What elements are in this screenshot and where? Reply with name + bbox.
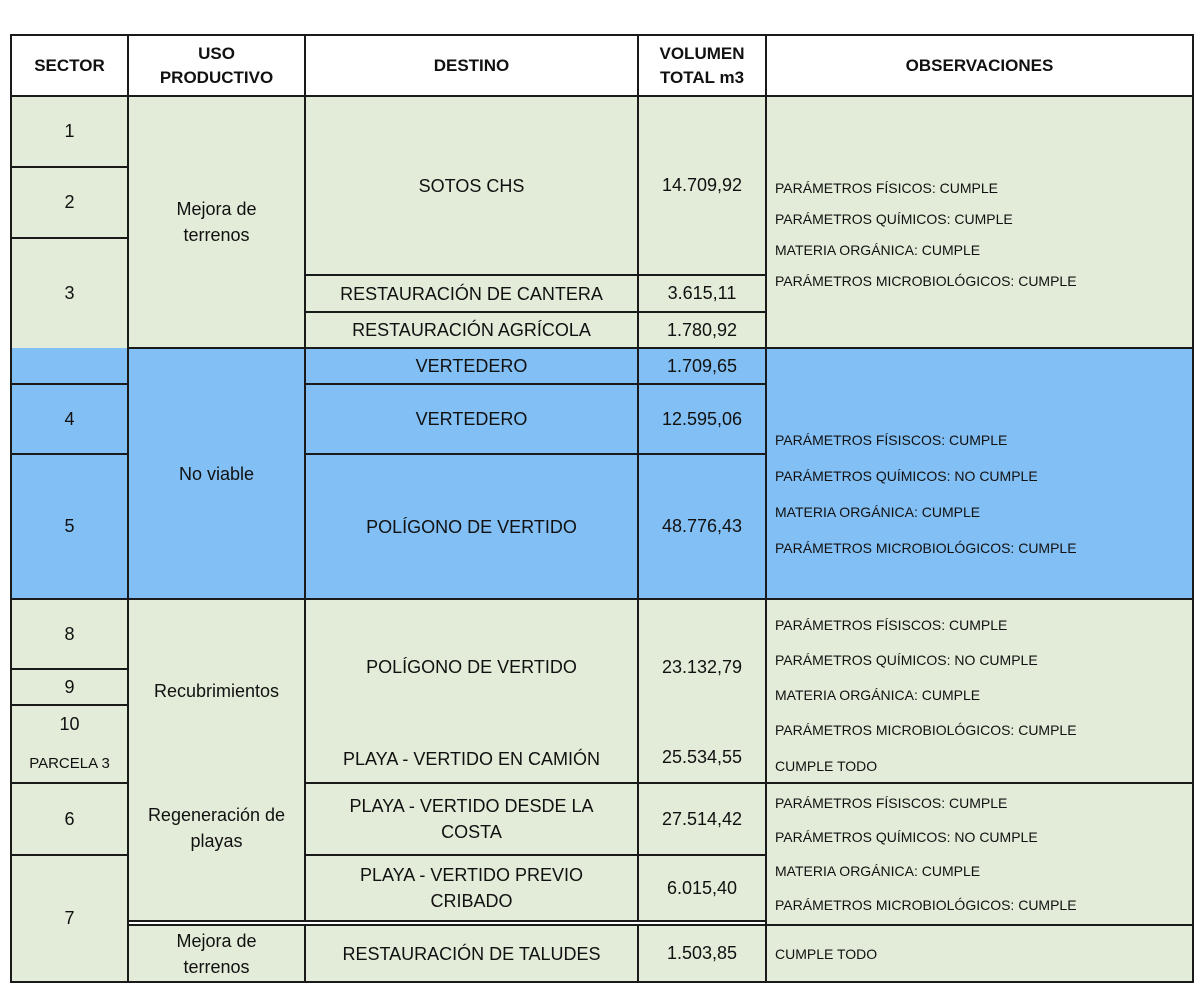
volumen-cell: 27.514,42 (638, 783, 766, 855)
uso-cell: Recubrimientos (128, 599, 305, 783)
destino-cell: VERTEDERO (305, 348, 638, 384)
table-row (11, 783, 1193, 855)
obs-line: PARÁMETROS QUÍMICOS: NO CUMPLE (775, 652, 1038, 668)
volumen-cell: 1.780,92 (638, 312, 766, 348)
uso-cell: Regeneración de playas (128, 783, 305, 921)
header-volumen: VOLUMEN TOTAL m3 (638, 35, 766, 96)
header-sector: SECTOR (11, 35, 128, 96)
obs-line: PARÁMETROS FÍSISCOS: CUMPLE (775, 617, 1008, 633)
obs-line: PARÁMETROS FÍSISCOS: CUMPLE (775, 795, 1008, 811)
obs-line: PARÁMETROS MICROBIOLÓGICOS: CUMPLE (775, 722, 1077, 738)
volumen-upper: 23.132,79 (661, 656, 743, 677)
volumen-cell: 14.709,92 (638, 96, 766, 275)
sector-cell (11, 348, 128, 384)
sector-cell: 1 (11, 96, 128, 167)
observaciones-cell (766, 783, 1193, 925)
header-destino: DESTINO (305, 35, 638, 96)
volumen-cell: 6.015,40 (638, 855, 766, 921)
sector-cell: 9 (11, 669, 128, 705)
volumen-cell (638, 599, 766, 783)
destino-cell: RESTAURACIÓN AGRÍCOLA (305, 312, 638, 348)
destino-upper: POLÍGONO DE VERTIDO (366, 657, 577, 677)
observaciones-cell (766, 96, 1193, 348)
volumen-cell: 48.776,43 (638, 454, 766, 599)
obs-line: PARÁMETROS MICROBIOLÓGICOS: CUMPLE (775, 273, 1077, 289)
obs-line: PARÁMETROS MICROBIOLÓGICOS: CUMPLE (775, 539, 1077, 556)
observaciones-cell (766, 348, 1193, 599)
obs-line: MATERIA ORGÁNICA: CUMPLE (775, 863, 981, 879)
sector-cell: 8 (11, 599, 128, 669)
obs-line: MATERIA ORGÁNICA: CUMPLE (775, 242, 981, 258)
sector-cell: 6 (11, 783, 128, 855)
obs-line: PARÁMETROS QUÍMICOS: NO CUMPLE (775, 467, 1038, 484)
header-row (11, 35, 1193, 96)
volumen-lower: 25.534,55 (661, 746, 743, 767)
obs-line: PARÁMETROS FÍSICOS: CUMPLE (775, 180, 998, 196)
table-row (11, 348, 1193, 384)
destino-cell: POLÍGONO DE VERTIDO (305, 454, 638, 599)
uso-cell: No viable (128, 348, 305, 599)
destino-cell: RESTAURACIÓN DE TALUDES (305, 925, 638, 982)
destino-cell (305, 599, 638, 783)
table-container (10, 34, 1192, 983)
header-uso-productivo: USO PRODUCTIVO (128, 35, 305, 96)
destino-cell: SOTOS CHS (305, 96, 638, 275)
destino-cell: PLAYA - VERTIDO DESDE LA COSTA (305, 783, 638, 855)
volumen-cell: 1.503,85 (638, 925, 766, 982)
sector-cell: 5 (11, 454, 128, 599)
table-row (11, 599, 1193, 669)
sector-cell: 4 (11, 384, 128, 454)
obs-line: PARÁMETROS FÍSISCOS: CUMPLE (775, 431, 1008, 448)
volume-table (10, 34, 1194, 983)
uso-cell: Mejora de terrenos (128, 925, 305, 982)
sector-cell: 3 (11, 238, 128, 348)
observaciones-cell (766, 599, 1193, 783)
sector-cell: 2 (11, 167, 128, 238)
sector-cell: 7 (11, 855, 128, 982)
destino-cell: VERTEDERO (305, 384, 638, 454)
destino-cell: PLAYA - VERTIDO PREVIO CRIBADO (305, 855, 638, 921)
sector-cell: PARCELA 3 (11, 743, 128, 783)
volumen-cell: 12.595,06 (638, 384, 766, 454)
uso-cell: Mejora de terrenos (128, 96, 305, 348)
obs-line: PARÁMETROS MICROBIOLÓGICOS: CUMPLE (775, 897, 1077, 913)
observaciones-cell: CUMPLE TODO (766, 925, 1193, 982)
sector-cell: 10 (11, 705, 128, 743)
obs-line: MATERIA ORGÁNICA: CUMPLE (775, 687, 981, 703)
table-row (11, 925, 1193, 982)
obs-line: PARÁMETROS QUÍMICOS: NO CUMPLE (775, 829, 1038, 845)
obs-line: CUMPLE TODO (775, 758, 878, 774)
volumen-cell: 3.615,11 (638, 275, 766, 312)
destino-cell: RESTAURACIÓN DE CANTERA (305, 275, 638, 312)
obs-line: MATERIA ORGÁNICA: CUMPLE (775, 503, 981, 520)
destino-lower: PLAYA - VERTIDO EN CAMIÓN (342, 749, 601, 769)
table-row (11, 96, 1193, 167)
header-observaciones: OBSERVACIONES (766, 35, 1193, 96)
obs-line: PARÁMETROS QUÍMICOS: CUMPLE (775, 211, 1013, 227)
volumen-cell: 1.709,65 (638, 348, 766, 384)
